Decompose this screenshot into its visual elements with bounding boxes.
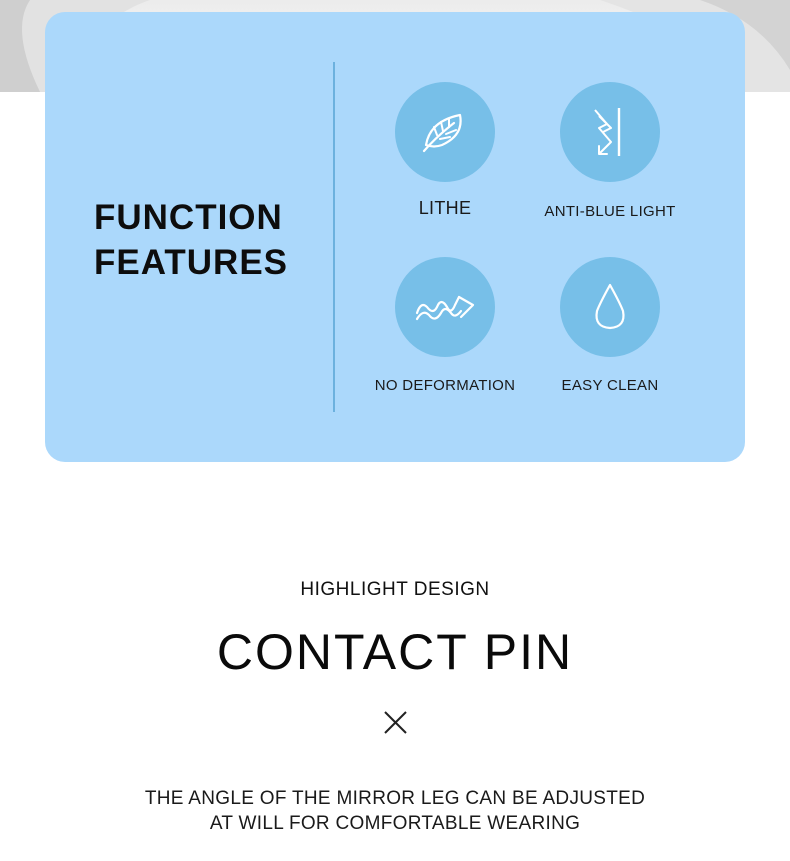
description-line1: THE ANGLE OF THE MIRROR LEG CAN BE ADJUSTED [144,788,646,809]
features-heading [94,195,288,285]
feature-circle [560,82,660,182]
cross-icon [383,710,408,735]
spring-arrow-icon [413,287,477,327]
feature-circle [395,82,495,182]
feature-item-easy-clean [530,257,690,394]
feather-icon [420,107,470,157]
features-heading-line2: FEATURES [94,243,289,282]
feature-label: NO DEFORMATION [374,377,516,394]
feature-circle [395,257,495,357]
feature-item-no-deformation [365,257,525,394]
feature-circle [560,257,660,357]
function-features-card [45,12,745,462]
contact-pin-title: CONTACT PIN [216,624,574,680]
water-drop-icon [590,281,630,333]
feature-label: EASY CLEAN [561,377,659,394]
vertical-divider [333,62,335,412]
feature-label: ANTI-BLUE LIGHT [544,203,676,220]
description-line2: AT WILL FOR COMFORTABLE WEARING [209,813,581,834]
feature-item-anti-blue-light [530,82,690,220]
highlight-description [0,786,790,836]
features-heading-line1: FUNCTION [94,198,283,237]
light-deflect-icon [585,104,635,160]
feature-label: LITHE [418,198,472,218]
highlight-subtitle: HIGHLIGHT DESIGN [300,579,490,600]
feature-item-lithe [365,82,525,219]
